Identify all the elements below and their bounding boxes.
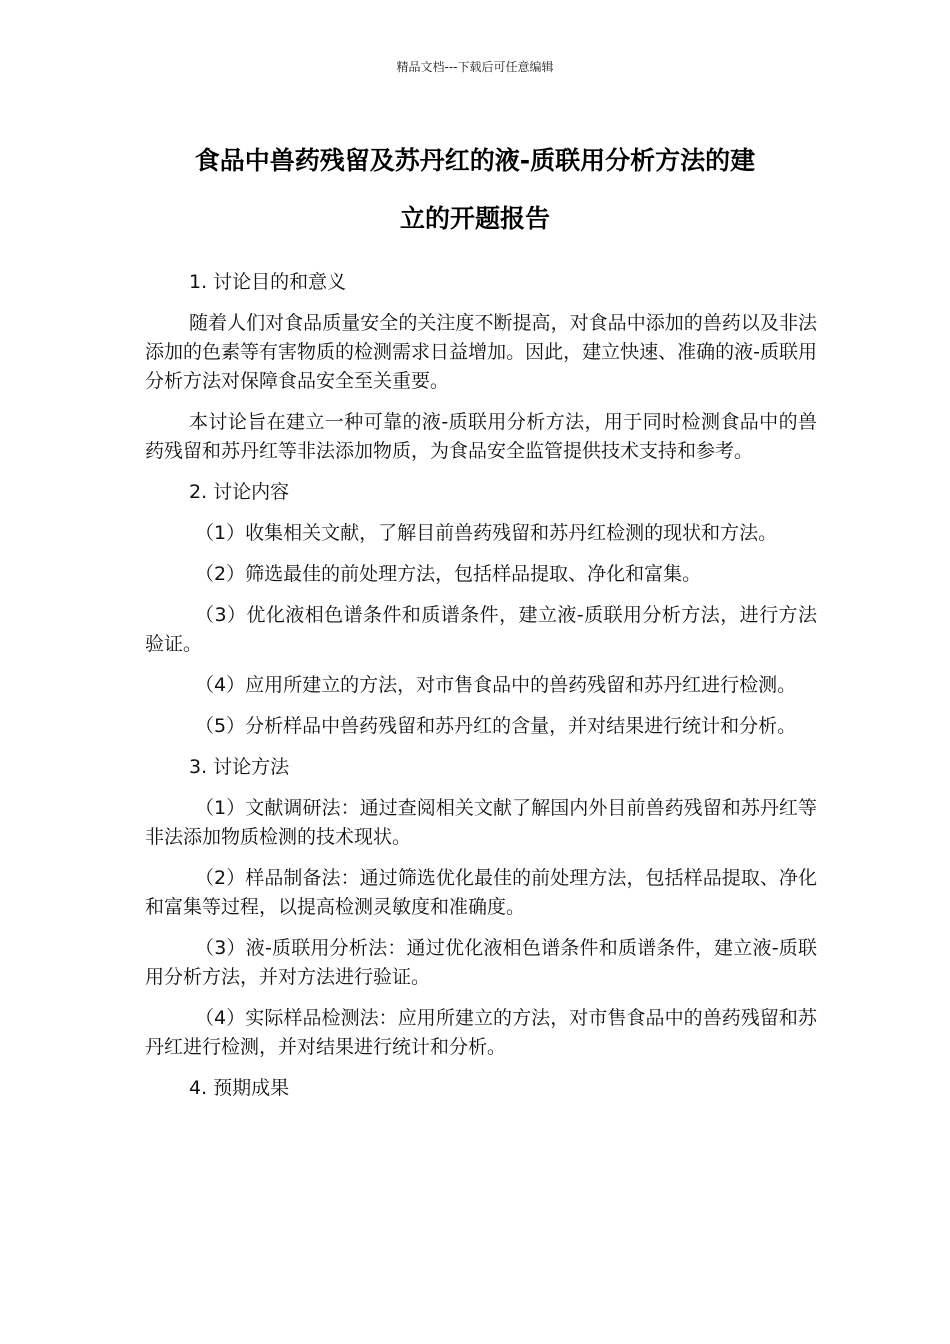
list-item: （3）优化液相色谱条件和质谱条件，建立液-质联用分析方法，进行方法验证。 [145, 604, 817, 655]
section-heading: 1. 讨论目的和意义 [189, 271, 347, 293]
section-heading: 3. 讨论方法 [189, 756, 290, 778]
list-item: （4）应用所建立的方法，对市售食品中的兽药残留和苏丹红进行检测。 [195, 674, 797, 696]
section-heading: 4. 预期成果 [189, 1077, 290, 1099]
title-line-1: 食品中兽药残留及苏丹红的液-质联用分析方法的建 [194, 146, 756, 175]
list-item: （3）液-质联用分析法：通过优化液相色谱条件和质谱条件，建立液-质联用分析方法，并对方法进行验证。 [145, 937, 817, 988]
paragraph: 本讨论旨在建立一种可靠的液-质联用分析方法，用于同时检测食品中的兽药残留和苏丹红等非法添加物质，为食品安全监管提供技术支持和参考。 [145, 411, 817, 462]
list-item: （2）样品制备法：通过筛选优化最佳的前处理方法，包括样品提取、净化和富集等过程，以提高检测灵敏度和准确度。 [145, 867, 817, 918]
list-item: （2）筛选最佳的前处理方法，包括样品提取、净化和富集。 [195, 563, 702, 585]
list-item: （4）实际样品检测法：应用所建立的方法，对市售食品中的兽药残留和苏丹红进行检测，并对结果进行统计和分析。 [145, 1007, 817, 1058]
document-title [145, 132, 805, 248]
list-item: （1）收集相关文献，了解目前兽药残留和苏丹红检测的现状和方法。 [195, 522, 778, 544]
document-body [145, 268, 817, 1115]
list-item: （1）文献调研法：通过查阅相关文献了解国内外目前兽药残留和苏丹红等非法添加物质检测的技术现状。 [145, 797, 817, 848]
header-note: 精品文档---下载后可任意编辑 [396, 60, 554, 74]
section-heading: 2. 讨论内容 [189, 481, 290, 503]
paragraph: 随着人们对食品质量安全的关注度不断提高，对食品中添加的兽药以及非法添加的色素等有害物质的检测需求日益增加。因此，建立快速、准确的液-质联用分析方法对保障食品安全至关重要。 [145, 312, 817, 392]
list-item: （5）分析样品中兽药残留和苏丹红的含量，并对结果进行统计和分析。 [195, 715, 797, 737]
title-line-2: 立的开题报告 [399, 204, 550, 233]
